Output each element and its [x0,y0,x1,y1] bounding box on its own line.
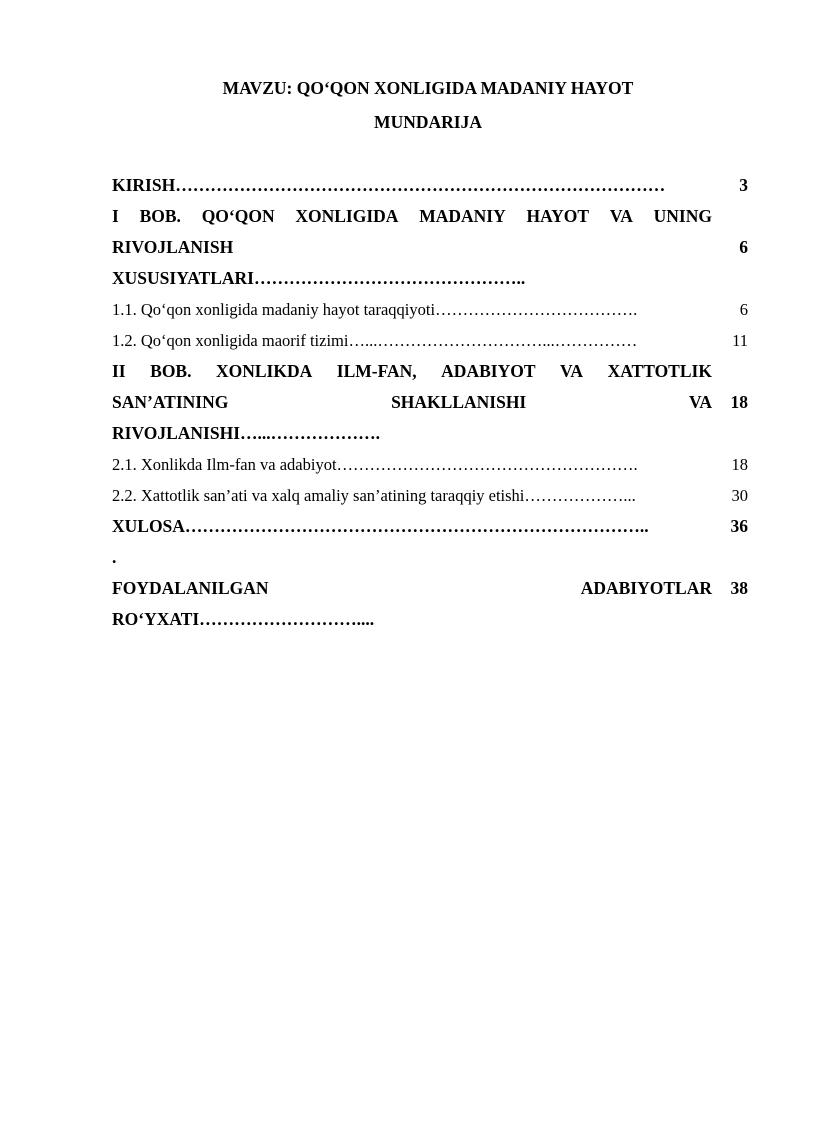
toc-entry-chapter-2 [112,356,748,449]
word: ADABIYOTLAR [580,578,712,598]
word: I [112,206,119,226]
toc-entry-text: 1.1. Qo‘qon xonligida madaniy hayot taraqqiyoti………………………………. [112,300,638,319]
toc-page-number: 18 [731,455,748,474]
word: UNING [653,206,712,226]
toc-entry-text: 1.2. Qo‘qon xonligida maorif tizimi…...…………………………...…………… [112,331,638,350]
contents-heading: MUNDARIJA [374,112,482,132]
toc-entry-text: 2.2. Xattotlik san’ati va xalq amaliy san’atining taraqqiy etishi………………... [112,486,636,505]
toc-entry-text-line: XUSUSIYATLARI……………………………………….. [112,268,526,288]
toc-page-number: 6 [739,237,748,257]
toc-entry-kirish [112,170,748,201]
word: XONLIKDA [216,361,313,381]
word: QO‘QON [201,206,275,226]
word: BOB. [150,361,192,381]
word: XONLIGIDA [295,206,399,226]
word: VA [609,206,633,226]
table-of-contents [112,170,748,635]
toc-entry-text-line [112,356,712,387]
toc-entry-1-2 [112,325,748,356]
toc-entry-1-1 [112,294,748,325]
toc-entry-2-1 [112,449,748,480]
toc-entry-chapter-1 [112,201,748,294]
toc-page-number: 11 [732,331,748,350]
toc-entry-xulosa [112,511,748,542]
toc-page-number: 3 [739,175,748,195]
toc-entry-text-line [112,387,712,418]
toc-entry-text-line: RIVOJLANISH [112,237,234,257]
toc-entry-text-line: RO‘YXATI……………………….... [112,609,375,629]
word: ADABIYOT [441,361,536,381]
toc-page-number: 38 [730,578,748,598]
toc-entry-text-line [112,573,712,604]
word: MADANIY [419,206,506,226]
toc-separator-dot [112,542,748,573]
toc-page-number: 36 [730,516,748,536]
word: SAN’ATINING [112,392,229,412]
word: BOB. [139,206,181,226]
word: II [112,361,126,381]
toc-entry-text: KIRISH………………………………………………………………………… [112,175,666,195]
toc-entry-text: XULOSA…………………………………………………………………….. [112,516,649,536]
word: ILM-FAN, [336,361,417,381]
document-title: MAVZU: QO‘QON XONLIGIDA MADANIY HAYOT [222,78,634,98]
word: VA [560,361,584,381]
toc-entry-2-2 [112,480,748,511]
toc-entry-text-line [112,201,712,232]
word: SHAKLLANISHI [391,392,527,412]
toc-page-number: 6 [739,300,748,319]
toc-page-number: 18 [730,392,748,412]
word: FOYDALANILGAN [112,578,269,598]
toc-entry-text: 2.1. Xonlikda Ilm-fan va adabiyot………………………………………………. [112,455,638,474]
word: XATTOTLIK [607,361,712,381]
dot-text: . [112,547,117,567]
toc-entry-text-line: RIVOJLANISHI…...………………. [112,423,381,443]
word: VA [688,392,712,412]
toc-entry-bibliography [112,573,748,635]
word: HAYOT [526,206,590,226]
toc-page-number: 30 [731,486,748,505]
